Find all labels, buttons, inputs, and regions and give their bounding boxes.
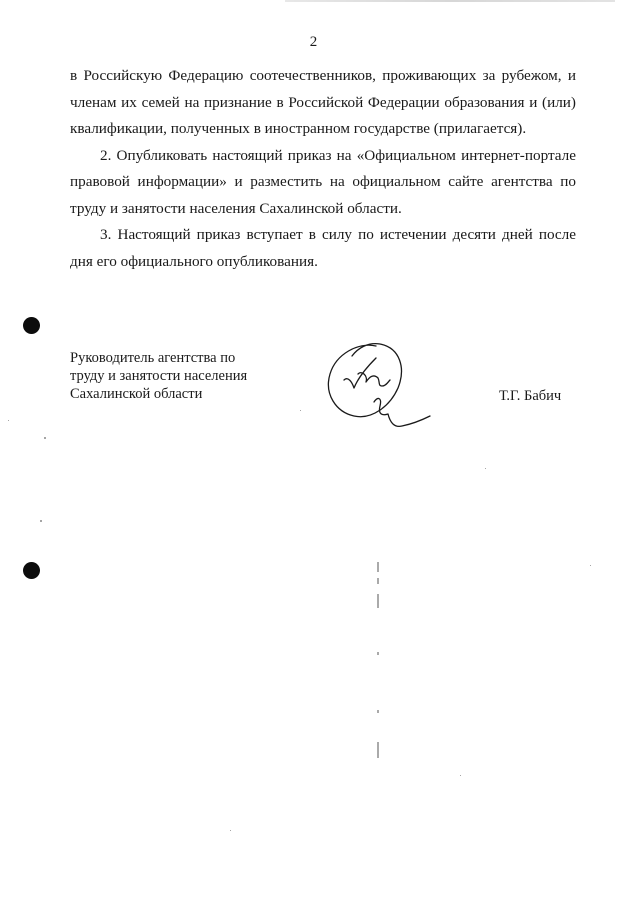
signatory-name: Т.Г. Бабич — [499, 388, 562, 404]
document-body — [70, 63, 576, 275]
scan-edge-line — [285, 0, 615, 2]
scan-speck — [44, 437, 46, 439]
scan-speck — [8, 420, 9, 421]
handwritten-signature — [318, 336, 438, 436]
signatory-position-line: труду и занятости населения — [70, 368, 248, 384]
scan-speck — [40, 520, 42, 522]
signatory-position-line: Руководитель агентства по — [70, 350, 236, 366]
scan-speck — [590, 565, 591, 566]
scan-speck — [485, 468, 486, 469]
page-number: 2 — [309, 34, 318, 50]
signatory-position — [70, 349, 247, 403]
signatory-position-line: Сахалинской области — [70, 386, 203, 402]
scan-speck — [230, 830, 231, 831]
scan-fold-marks — [376, 560, 380, 760]
paragraph-publication: 2. Опубликовать настоящий приказ на «Официальном интернет-портале правовой информации» и разместить на официальном сайте агентства по труду и занятости населения Сахалинской области. — [70, 146, 576, 217]
paragraph-continuation: в Российскую Федерацию соотечественников, проживающих за рубежом, и членам их семей на признание в Российской Федерации образования и (или) квалификации, полученных в иностранном государстве (прилагается). — [70, 67, 576, 137]
punch-hole — [23, 317, 40, 334]
punch-hole — [23, 562, 40, 579]
scan-speck — [460, 775, 461, 776]
scan-speck — [300, 410, 301, 411]
paragraph-effective-date: 3. Настоящий приказ вступает в силу по истечении десяти дней после дня его официального опубликования. — [70, 226, 576, 270]
